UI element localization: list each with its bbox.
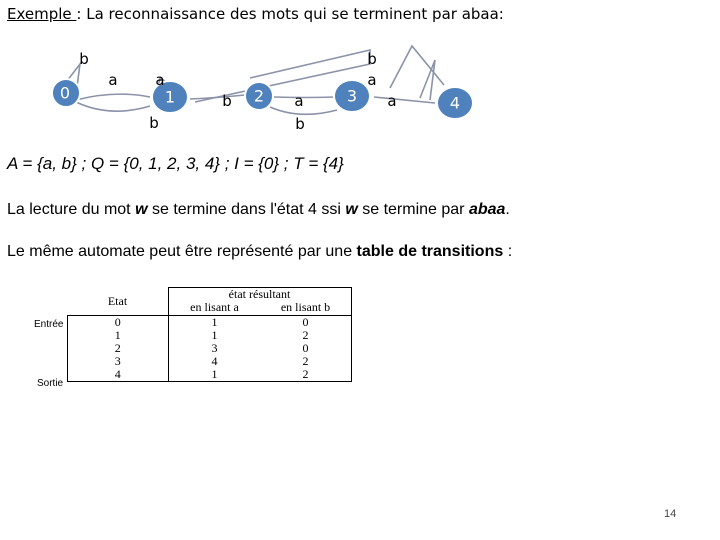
cell-state: 0: [68, 315, 169, 329]
edge-label: a: [387, 92, 397, 110]
edge-label: a: [367, 71, 377, 89]
state-3-label: 3: [346, 86, 358, 106]
word-w: w: [345, 201, 358, 218]
text-part: .: [505, 201, 510, 218]
cell-b: 2: [261, 355, 352, 368]
cell-a: 3: [211, 340, 218, 355]
set-alphabet: A = {a, b} ;: [7, 154, 91, 173]
automaton-sets: [7, 154, 344, 174]
edge-3-to-4-a: [374, 97, 435, 103]
table-row: [68, 315, 352, 329]
state-2-label: 2: [253, 86, 265, 106]
header-state: Etat: [68, 288, 169, 316]
cell-state: 1: [68, 329, 169, 342]
title-rest: : La reconnaissance des mots qui se terminent par abaa:: [76, 5, 504, 23]
text-part: :: [503, 243, 513, 260]
edge-label: b: [149, 114, 159, 132]
edge-label: a: [108, 71, 118, 89]
table-row: [68, 329, 352, 342]
edge-0-to-1-a: [76, 94, 150, 100]
bold-term: table de transitions: [356, 243, 504, 260]
text-part: se termine dans l'état 4 ssi: [147, 201, 346, 218]
recognition-sentence: [7, 201, 510, 219]
slide-title: [7, 5, 504, 23]
edge-label: a: [294, 92, 304, 110]
edge-label: b: [295, 115, 305, 133]
state-1-label: 1: [164, 87, 176, 107]
table-intro-sentence: [7, 243, 512, 261]
edge-label: b: [222, 92, 232, 110]
edge-1-to-0-b: [76, 102, 150, 111]
word-w: w: [135, 201, 148, 218]
edge-label: a: [155, 71, 165, 89]
header-col-a: en lisant a: [168, 301, 261, 315]
page-number: 14: [664, 508, 677, 520]
title-prefix: Exemple: [7, 5, 77, 23]
header-col-b: en lisant b: [261, 301, 352, 315]
edge-label: b: [79, 50, 89, 68]
set-final: T = {4}: [293, 154, 344, 173]
set-initial: I = {0} ;: [234, 154, 294, 173]
table-row: [68, 368, 352, 382]
state-4-label: 4: [449, 93, 461, 113]
state-0-label: 0: [59, 83, 71, 103]
automaton-diagram: [0, 40, 520, 140]
entry-label: Entrée: [34, 319, 64, 330]
word-abaa: abaa: [468, 201, 506, 218]
cell-state: 2: [68, 342, 169, 355]
cell-state: 4: [68, 368, 169, 382]
exit-label: Sortie: [37, 378, 64, 389]
cell-a: 1: [168, 368, 261, 382]
cell-a: 1: [211, 314, 218, 329]
edge-4-to-3-a: [390, 46, 444, 88]
cell-b: 0: [261, 315, 352, 329]
cell-b: 0: [261, 342, 352, 355]
text-part: Le même automate peut être représenté par une: [7, 243, 357, 260]
text-part: La lecture du mot: [7, 201, 136, 218]
edge-label: b: [367, 50, 377, 68]
text-part: se termine par: [357, 201, 469, 218]
edge-2-to-3-a: [274, 97, 335, 98]
header-result: état résultant: [168, 288, 351, 302]
cell-b: 2: [261, 368, 352, 382]
cell-b: 2: [261, 329, 352, 342]
transition-table: [67, 287, 352, 382]
cell-state: 3: [68, 355, 169, 368]
table-row: [68, 355, 352, 368]
table-row: [68, 342, 352, 355]
set-states: Q = {0, 1, 2, 3, 4} ;: [90, 154, 235, 173]
cell-a: 4: [211, 353, 218, 368]
cell-a: 1: [211, 327, 218, 342]
